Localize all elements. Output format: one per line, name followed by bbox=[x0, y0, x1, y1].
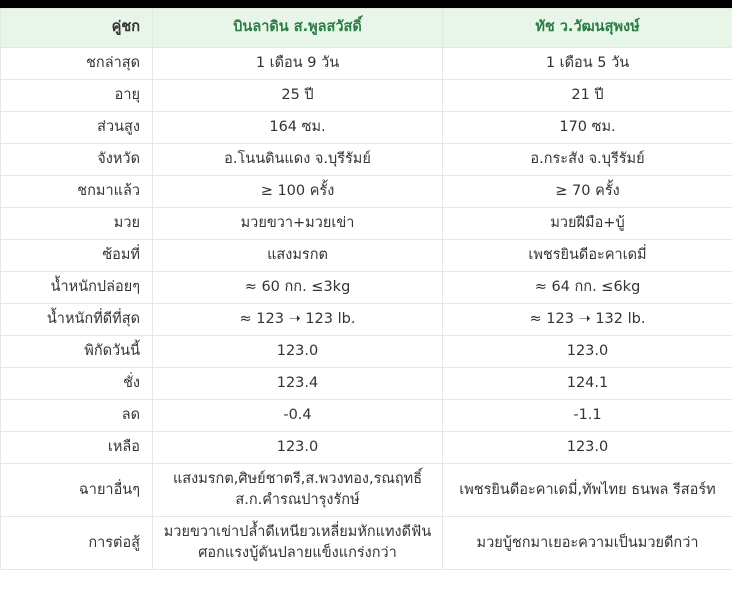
row-value-fighter-1: ≈ 60 กก. ≤3kg bbox=[153, 272, 443, 304]
row-value-fighter-1: แสงมรกต bbox=[153, 240, 443, 272]
row-value-fighter-1: 164 ซม. bbox=[153, 112, 443, 144]
row-label: ซ้อมที่ bbox=[1, 240, 153, 272]
row-value-fighter-1: อ.โนนดินแดง จ.บุรีรัมย์ bbox=[153, 144, 443, 176]
table-body bbox=[1, 48, 732, 570]
row-label: มวย bbox=[1, 208, 153, 240]
row-label: ชั่ง bbox=[1, 368, 153, 400]
row-label: ลด bbox=[1, 400, 153, 432]
table-row bbox=[1, 176, 732, 208]
row-label: พิกัดวันนี้ bbox=[1, 336, 153, 368]
row-value-fighter-2: 123.0 bbox=[443, 336, 732, 368]
row-label: จังหวัด bbox=[1, 144, 153, 176]
table-row bbox=[1, 144, 732, 176]
table-row bbox=[1, 112, 732, 144]
table-row bbox=[1, 272, 732, 304]
row-label: น้ำหนักที่ดีที่สุด bbox=[1, 304, 153, 336]
row-value-fighter-1: 25 ปี bbox=[153, 80, 443, 112]
row-label: อายุ bbox=[1, 80, 153, 112]
table-row bbox=[1, 48, 732, 80]
table-row bbox=[1, 80, 732, 112]
row-value-fighter-1: 1 เดือน 9 วัน bbox=[153, 48, 443, 80]
table-row bbox=[1, 517, 732, 570]
header-label: คู่ชก bbox=[1, 9, 153, 48]
row-value-fighter-1: ≈ 123 ➝ 123 lb. bbox=[153, 304, 443, 336]
row-label: ฉายาอื่นๆ bbox=[1, 464, 153, 517]
row-value-fighter-2: มวยบู้ชกมาเยอะความเป็นมวยดีกว่า bbox=[443, 517, 732, 570]
fighter-comparison-table bbox=[0, 8, 732, 570]
table-row bbox=[1, 432, 732, 464]
top-black-bar bbox=[0, 0, 732, 8]
table-row bbox=[1, 304, 732, 336]
table-header bbox=[1, 9, 732, 48]
row-value-fighter-1: แสงมรกต,ศิษย์ชาตรี,ส.พวงทอง,รณฤทธิ์ ส.ก.คำรณปารุงรักษ์ bbox=[153, 464, 443, 517]
row-value-fighter-2: -1.1 bbox=[443, 400, 732, 432]
row-value-fighter-2: ≥ 70 ครั้ง bbox=[443, 176, 732, 208]
row-value-fighter-1: มวยขวาเข่าปล้ำดีเหนียวเหลี่ยมหักแทงดีฟันศอกแรงบู้ดันปลายแข็งแกร่งกว่า bbox=[153, 517, 443, 570]
table-row bbox=[1, 240, 732, 272]
row-value-fighter-2: อ.กระสัง จ.บุรีรัมย์ bbox=[443, 144, 732, 176]
row-label: ชกมาแล้ว bbox=[1, 176, 153, 208]
table-row bbox=[1, 208, 732, 240]
row-value-fighter-1: 123.0 bbox=[153, 432, 443, 464]
row-value-fighter-2: 1 เดือน 5 วัน bbox=[443, 48, 732, 80]
table-row bbox=[1, 368, 732, 400]
row-value-fighter-2: 21 ปี bbox=[443, 80, 732, 112]
header-fighter-2: ทัช ว.วัฒนสุพงษ์ bbox=[443, 9, 732, 48]
row-label: เหลือ bbox=[1, 432, 153, 464]
row-value-fighter-2: เพชรยินดีอะคาเดมี่ bbox=[443, 240, 732, 272]
row-value-fighter-1: ≥ 100 ครั้ง bbox=[153, 176, 443, 208]
row-value-fighter-2: เพชรยินดีอะคาเดมี่,ทัพไทย ธนพล รีสอร์ท bbox=[443, 464, 732, 517]
row-value-fighter-1: มวยขวา+มวยเข่า bbox=[153, 208, 443, 240]
row-value-fighter-2: 123.0 bbox=[443, 432, 732, 464]
row-value-fighter-1: -0.4 bbox=[153, 400, 443, 432]
row-value-fighter-1: 123.0 bbox=[153, 336, 443, 368]
table-row bbox=[1, 464, 732, 517]
row-value-fighter-2: 170 ซม. bbox=[443, 112, 732, 144]
row-value-fighter-2: 124.1 bbox=[443, 368, 732, 400]
table-row bbox=[1, 400, 732, 432]
row-label: การต่อสู้ bbox=[1, 517, 153, 570]
table-header-row bbox=[1, 9, 732, 48]
row-value-fighter-2: ≈ 64 กก. ≤6kg bbox=[443, 272, 732, 304]
row-value-fighter-2: มวยฝีมือ+บู้ bbox=[443, 208, 732, 240]
row-label: น้ำหนักปล่อยๆ bbox=[1, 272, 153, 304]
table-row bbox=[1, 336, 732, 368]
row-value-fighter-1: 123.4 bbox=[153, 368, 443, 400]
header-fighter-1: บินลาดิน ส.พูลสวัสดิ์ bbox=[153, 9, 443, 48]
row-label: ชกล่าสุด bbox=[1, 48, 153, 80]
row-value-fighter-2: ≈ 123 ➝ 132 lb. bbox=[443, 304, 732, 336]
row-label: ส่วนสูง bbox=[1, 112, 153, 144]
